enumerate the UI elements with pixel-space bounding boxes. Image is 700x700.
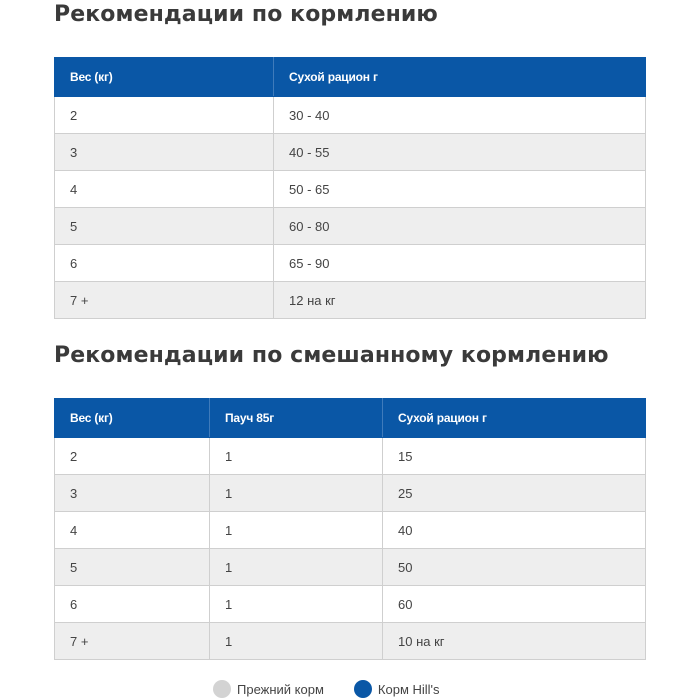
- weight-cell: 7 +: [55, 623, 210, 660]
- table-row: [55, 171, 646, 208]
- column-header-dry-food: Сухой рацион г: [383, 399, 646, 438]
- weight-cell: 6: [55, 586, 210, 623]
- table-row: [55, 623, 646, 660]
- weight-cell: 5: [55, 549, 210, 586]
- table-row: [55, 512, 646, 549]
- weight-cell: 4: [55, 512, 210, 549]
- weight-cell: 7 +: [55, 282, 274, 319]
- table-row: [55, 134, 646, 171]
- dry-food-cell: 30 - 40: [274, 97, 646, 134]
- pouch-cell: 1: [210, 438, 383, 475]
- dry-food-cell: 12 на кг: [274, 282, 646, 319]
- weight-cell: 2: [55, 97, 274, 134]
- weight-cell: 5: [55, 208, 274, 245]
- weight-cell: 3: [55, 134, 274, 171]
- weight-cell: 4: [55, 171, 274, 208]
- weight-cell: 3: [55, 475, 210, 512]
- table-row: [55, 282, 646, 319]
- blue-dot-icon: [354, 680, 372, 698]
- dry-food-cell: 50: [383, 549, 646, 586]
- weight-cell: 6: [55, 245, 274, 282]
- dry-food-cell: 40: [383, 512, 646, 549]
- dry-food-cell: 40 - 55: [274, 134, 646, 171]
- table-row: [55, 97, 646, 134]
- dry-food-cell: 60: [383, 586, 646, 623]
- dry-food-cell: 15: [383, 438, 646, 475]
- legend-label: Корм Hill's: [377, 681, 440, 697]
- dry-food-cell: 50 - 65: [274, 171, 646, 208]
- table-row: [55, 549, 646, 586]
- column-header-dry-food: Сухой рацион г: [274, 58, 646, 97]
- dry-food-cell: 65 - 90: [274, 245, 646, 282]
- feeding-title: Рекомендации по кормлению: [54, 2, 438, 27]
- table-row: [55, 208, 646, 245]
- pouch-cell: 1: [210, 623, 383, 660]
- table-row: [55, 245, 646, 282]
- table-header-row: [55, 58, 646, 97]
- dry-food-cell: 10 на кг: [383, 623, 646, 660]
- legend-label: Прежний корм: [237, 681, 324, 697]
- mixed-feeding-title: Рекомендации по смешанному кормлению: [54, 343, 609, 368]
- legend-item-previous-food: [213, 680, 324, 698]
- column-header-pouch: Пауч 85г: [210, 399, 383, 438]
- feeding-table: [54, 57, 646, 319]
- legend: [213, 680, 470, 698]
- weight-cell: 2: [55, 438, 210, 475]
- mixed-feeding-table: [54, 398, 646, 660]
- pouch-cell: 1: [210, 512, 383, 549]
- legend-item-hills-food: [354, 680, 440, 698]
- pouch-cell: 1: [210, 549, 383, 586]
- table-header-row: [55, 399, 646, 438]
- column-header-weight: Вес (кг): [55, 58, 274, 97]
- table-row: [55, 586, 646, 623]
- table-row: [55, 475, 646, 512]
- pouch-cell: 1: [210, 475, 383, 512]
- gray-dot-icon: [213, 680, 231, 698]
- column-header-weight: Вес (кг): [55, 399, 210, 438]
- dry-food-cell: 60 - 80: [274, 208, 646, 245]
- dry-food-cell: 25: [383, 475, 646, 512]
- table-row: [55, 438, 646, 475]
- pouch-cell: 1: [210, 586, 383, 623]
